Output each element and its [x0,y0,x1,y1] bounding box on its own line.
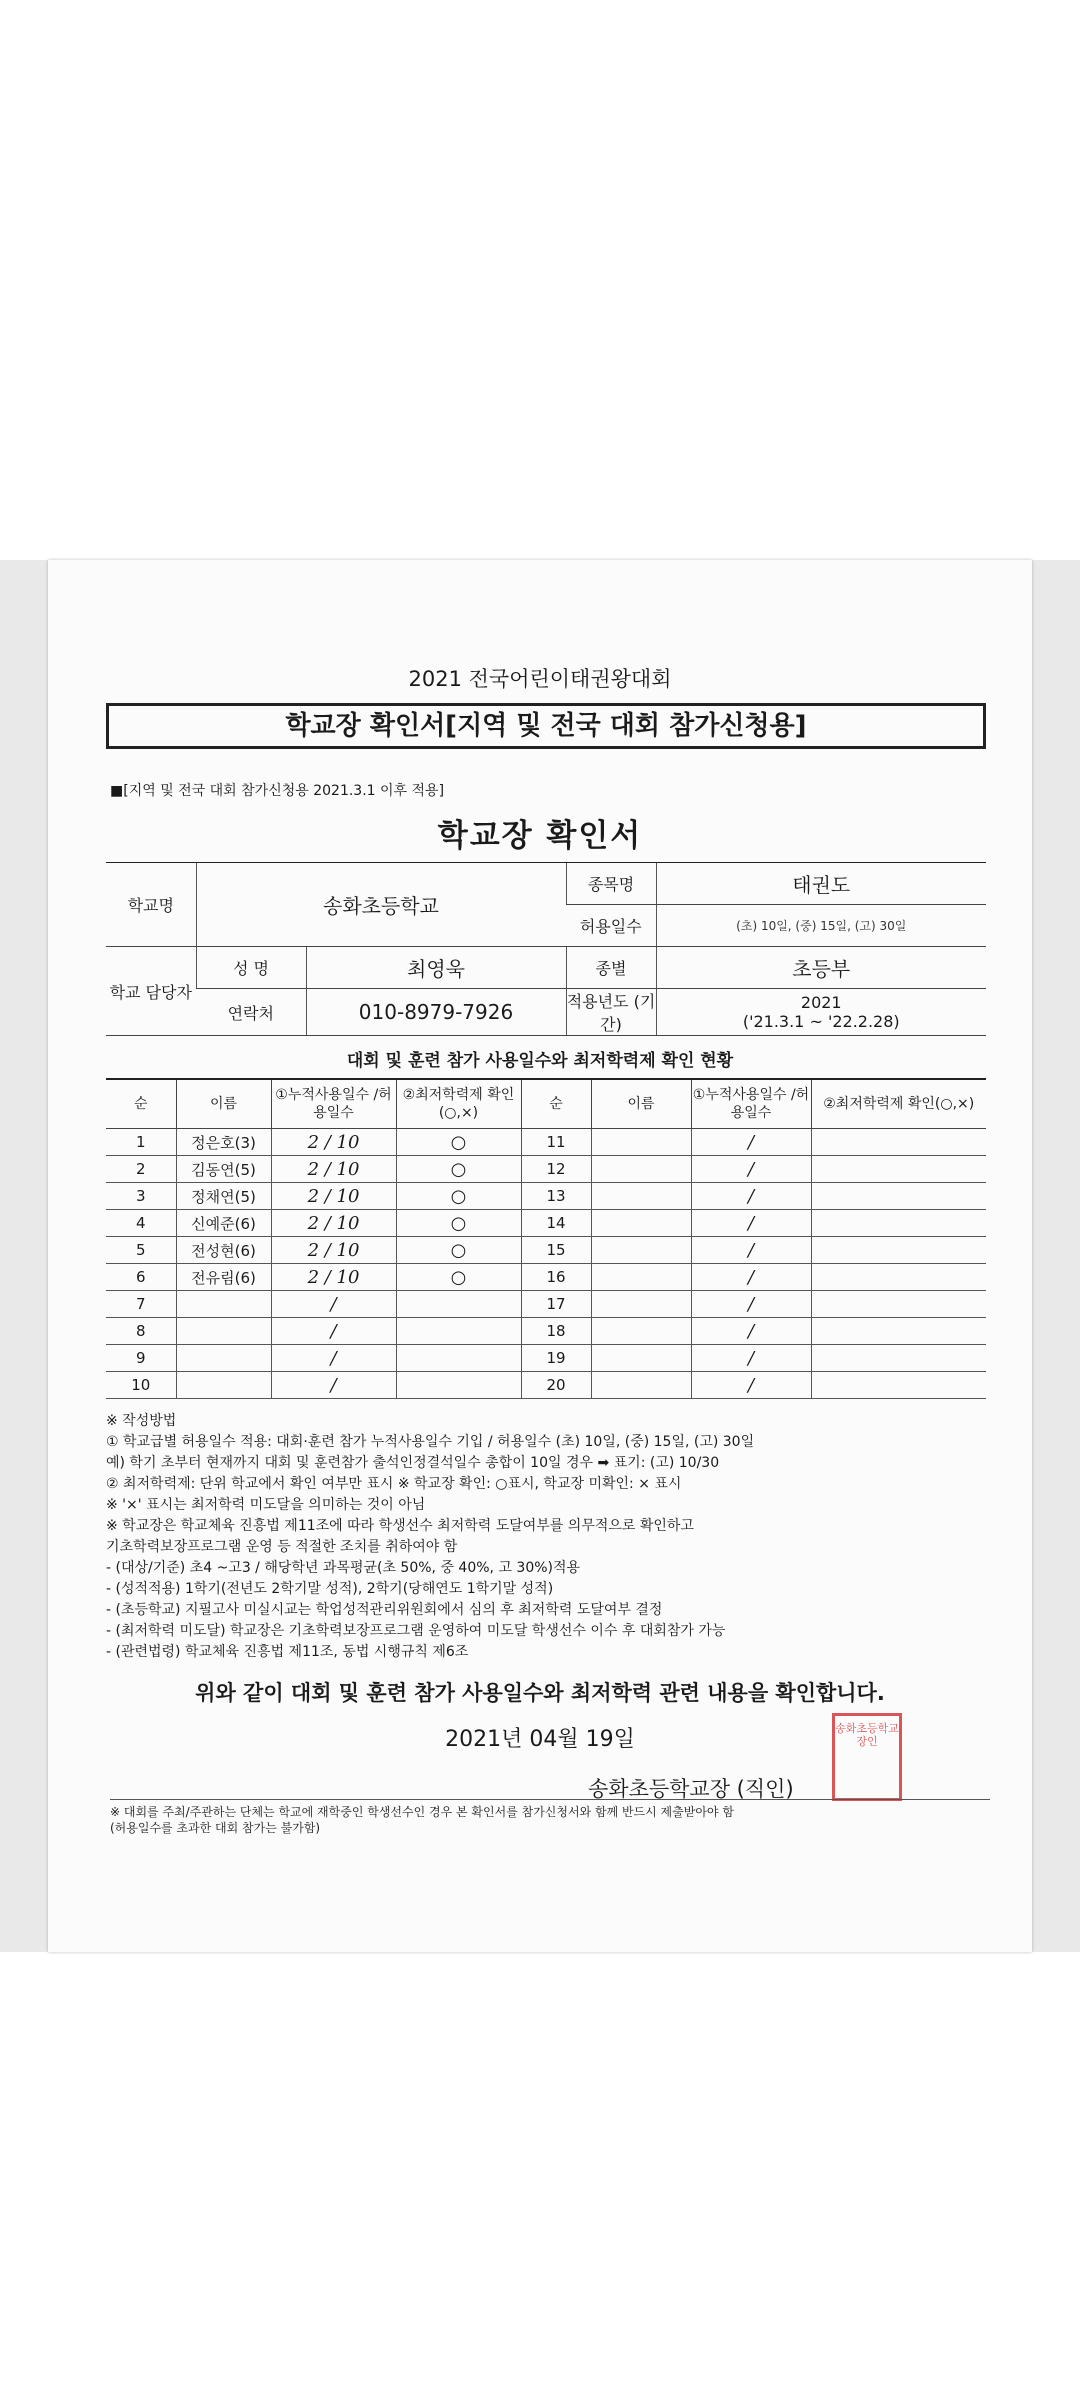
student-name [591,1183,691,1210]
student-name [176,1372,271,1399]
table-row [106,1345,986,1372]
row-number: 11 [521,1129,591,1156]
contact-label: 연락처 [196,989,306,1036]
min-score-check: ○ [396,1264,521,1291]
scanned-document [48,560,1032,1952]
note-line: ※ '×' 표시는 최저학력 미도달을 의미하는 것이 아님 [106,1497,426,1513]
document-title: 학교장 확인서 [437,818,643,854]
header-days: ①누적사용일수 /허용일수 [691,1079,811,1129]
student-name [591,1237,691,1264]
min-score-check [811,1291,986,1318]
header-no: 순 [521,1079,591,1129]
year-label: 적용년도 (기간) [566,989,656,1036]
footer-note [110,1799,990,1836]
note-line: ② 최저학력제: 단위 학교에서 확인 여부만 표시 ※ 학교장 확인: ○표시, 학교장 미확인: × 표시 [106,1476,682,1492]
row-number: 9 [106,1345,176,1372]
student-name [591,1372,691,1399]
used-days: / [271,1291,396,1318]
row-number: 18 [521,1318,591,1345]
row-number: 13 [521,1183,591,1210]
note-line: ※ 학교장은 학교체육 진흥법 제11조에 따라 학생선수 최저학력 도달여부를 의무적으로 확인하고 [106,1518,694,1534]
used-days: / [691,1345,811,1372]
row-number: 8 [106,1318,176,1345]
type-label: 종별 [566,947,656,989]
used-days: / [691,1129,811,1156]
min-score-check: ○ [396,1237,521,1264]
row-number: 7 [106,1291,176,1318]
note-line: ※ 작성방법 [106,1413,177,1429]
min-score-check [811,1345,986,1372]
student-name [591,1156,691,1183]
header-no: 순 [106,1079,176,1129]
row-number: 14 [521,1210,591,1237]
used-days: / [271,1345,396,1372]
used-days: / [691,1264,811,1291]
row-number: 19 [521,1345,591,1372]
table-body [106,1129,986,1399]
footer-line: (허용일수를 초과한 대회 참가는 불가함) [110,1821,321,1835]
used-days: 2 / 10 [271,1264,396,1291]
note-line: 기초학력보장프로그램 운영 등 적절한 조치를 취하여야 함 [106,1539,458,1555]
footer-line: ※ 대회를 주최/주관하는 단체는 학교에 재학중인 학생선수인 경우 본 확인서를 참가신청서와 함께 반드시 제출받아야 함 [110,1805,734,1819]
bottom-blank-area [0,1952,1080,2400]
student-name [591,1264,691,1291]
confirm-statement: 위와 같이 대회 및 훈련 참가 사용일수와 최저학력 관련 내용을 확인합니다. [195,1681,885,1705]
header-days: ①누적사용일수 /허용일수 [271,1079,396,1129]
row-number: 5 [106,1237,176,1264]
used-days: / [691,1318,811,1345]
student-name [176,1345,271,1372]
row-number: 10 [106,1372,176,1399]
note-line: 예) 학기 초부터 현재까지 대회 및 훈련참가 출석인정결석일수 총합이 10일 경우 ➡ 표기: (고) 10/30 [106,1455,720,1471]
table-row [106,1372,986,1399]
table-row [106,1237,986,1264]
used-days: / [271,1372,396,1399]
min-score-check [396,1291,521,1318]
header-check: ②최저학력제 확인(○,×) [396,1079,521,1129]
student-name: 정채연(5) [176,1183,271,1210]
used-days: 2 / 10 [271,1210,396,1237]
row-number: 12 [521,1156,591,1183]
min-score-check [811,1183,986,1210]
row-number: 2 [106,1156,176,1183]
year-cell [656,989,986,1036]
student-name [591,1291,691,1318]
year-value: 2021 [800,993,842,1012]
note-line: - (대상/기준) 초4 ~고3 / 해당학년 과목평균(초 50%, 중 40%, 고 30%)적용 [106,1560,581,1576]
table-row [106,1183,986,1210]
student-name [591,1210,691,1237]
min-score-check [811,1156,986,1183]
min-score-check [811,1129,986,1156]
school-value: 송화초등학교 [196,863,566,947]
apply-note: ■[지역 및 전국 대회 참가신청용 2021.3.1 이후 적용] [110,783,445,799]
sport-label: 종목명 [566,863,656,905]
student-name [176,1318,271,1345]
header-name: 이름 [176,1079,271,1129]
student-name [591,1129,691,1156]
min-score-check [811,1210,986,1237]
issue-date: 2021년 04월 19일 [445,1727,635,1752]
period-value: ('21.3.1 ~ '22.2.28) [742,1012,900,1031]
days-value: (초) 10일, (중) 15일, (고) 30일 [656,905,986,947]
used-days: 2 / 10 [271,1156,396,1183]
min-score-check [396,1345,521,1372]
row-number: 15 [521,1237,591,1264]
principal-signature: 송화초등학교장 (직인) [588,1777,794,1801]
row-number: 20 [521,1372,591,1399]
table-row [106,1129,986,1156]
note-line: - (초등학교) 지필고사 미실시교는 학업성적관리위원회에서 심의 후 최저학력 도달여부 결정 [106,1602,663,1618]
header-check: ②최저학력제 확인(○,×) [811,1079,986,1129]
used-days: 2 / 10 [271,1129,396,1156]
used-days: / [691,1156,811,1183]
note-line: ① 학교급별 허용일수 적용: 대회·훈련 참가 누적사용일수 기입 / 허용일수 (초) 10일, (중) 15일, (고) 30일 [106,1434,755,1450]
used-days: 2 / 10 [271,1237,396,1264]
title-box: 학교장 확인서[지역 및 전국 대회 참가신청용] [106,703,986,749]
min-score-check [811,1237,986,1264]
row-number: 16 [521,1264,591,1291]
writing-notes [106,1411,996,1663]
table-row [106,1264,986,1291]
used-days: / [691,1291,811,1318]
student-name [591,1318,691,1345]
used-days: / [691,1372,811,1399]
student-name: 전성현(6) [176,1237,271,1264]
student-name: 전유림(6) [176,1264,271,1291]
used-days: / [271,1318,396,1345]
row-number: 6 [106,1264,176,1291]
min-score-check [811,1318,986,1345]
event-name: 2021 전국어린이태권왕대회 [408,667,672,691]
table-row [106,1156,986,1183]
used-days: / [691,1210,811,1237]
min-score-check: ○ [396,1156,521,1183]
table-row [106,1210,986,1237]
section-title: 대회 및 훈련 참가 사용일수와 최저학력제 확인 현황 [346,1051,734,1071]
days-label: 허용일수 [566,905,656,947]
header-name: 이름 [591,1079,691,1129]
used-days: / [691,1237,811,1264]
student-name [176,1291,271,1318]
min-score-check [811,1264,986,1291]
table-row [106,1291,986,1318]
used-days: / [691,1183,811,1210]
min-score-check [396,1318,521,1345]
note-line: - (관련법령) 학교체육 진흥법 제11조, 동법 시행규칙 제6조 [106,1644,469,1660]
note-line: - (최저학력 미도달) 학교장은 기초학력보장프로그램 운영하여 미도달 학생선수 이수 후 대회참가 가능 [106,1623,726,1639]
min-score-check [811,1372,986,1399]
row-number: 3 [106,1183,176,1210]
top-blank-area [0,0,1080,560]
sport-value: 태권도 [656,863,986,905]
manager-label: 학교 담당자 [106,947,196,1036]
school-label: 학교명 [106,863,196,947]
name-value: 최영욱 [306,947,566,989]
min-score-check [396,1372,521,1399]
note-line: - (성적적용) 1학기(전년도 2학기말 성적), 2학기(당해연도 1학기말 성적) [106,1581,554,1597]
table-row [106,1318,986,1345]
participation-table [106,1078,986,1399]
student-name: 김동연(5) [176,1156,271,1183]
contact-value: 010-8979-7926 [306,989,566,1036]
row-number: 1 [106,1129,176,1156]
student-name [591,1345,691,1372]
type-value: 초등부 [656,947,986,989]
school-info-table [106,862,986,1036]
name-label: 성 명 [196,947,306,989]
min-score-check: ○ [396,1210,521,1237]
student-name: 정은호(3) [176,1129,271,1156]
min-score-check: ○ [396,1129,521,1156]
used-days: 2 / 10 [271,1183,396,1210]
student-name: 신예준(6) [176,1210,271,1237]
row-number: 17 [521,1291,591,1318]
official-seal-stamp: 송화초등학교장인 [832,1713,902,1801]
min-score-check: ○ [396,1183,521,1210]
row-number: 4 [106,1210,176,1237]
